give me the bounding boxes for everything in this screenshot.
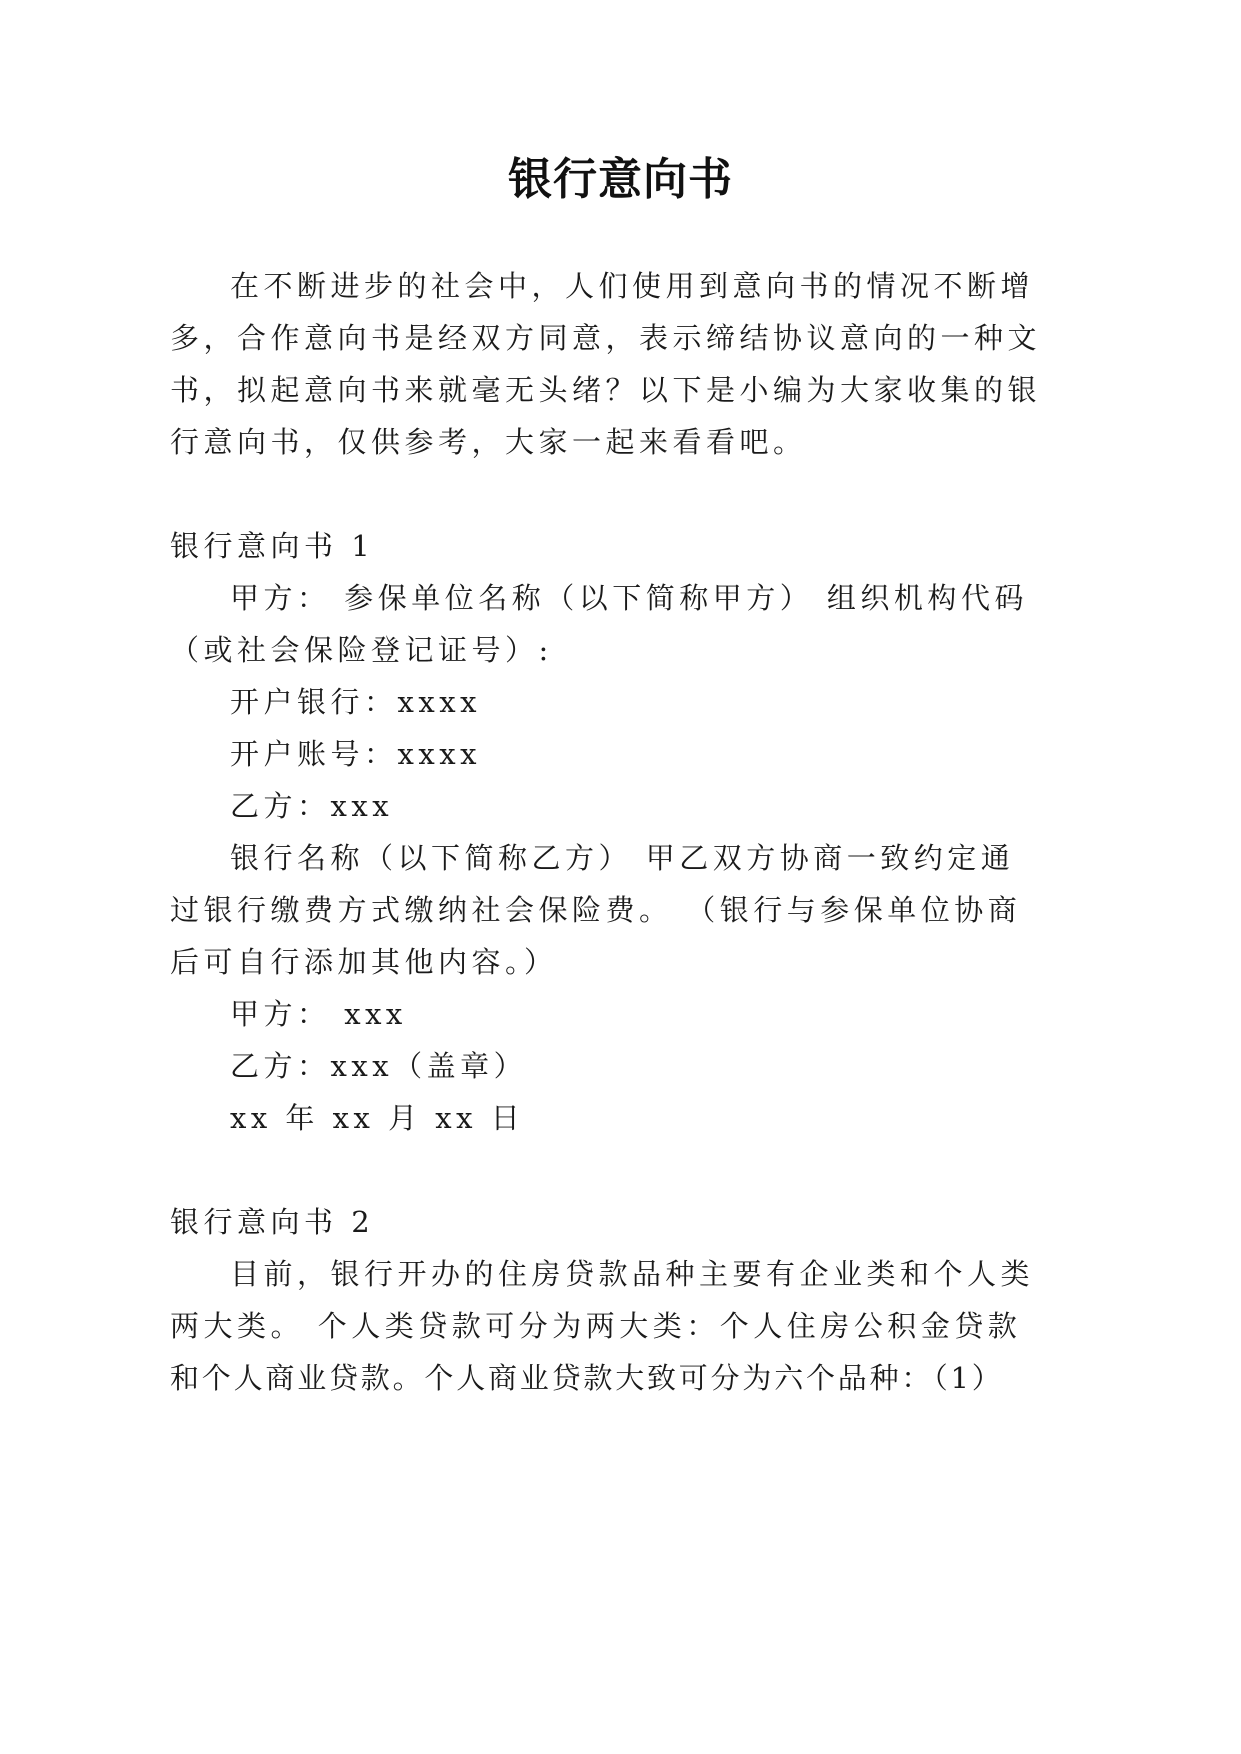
section-2-line: 目前，银行开办的住房贷款品种主要有企业类和个人类	[230, 1257, 1035, 1291]
intro-line-4: 行意向书，仅供参考，大家一起来看看吧。	[170, 425, 807, 459]
document-title: 银行意向书	[508, 154, 733, 205]
section-1-heading: 银行意向书 1	[170, 529, 375, 563]
section-2-line: 和个人商业贷款。个人商业贷款大致可分为六个品种：（1）	[170, 1361, 1004, 1395]
intro-line-1: 在不断进步的社会中，人们使用到意向书的情况不断增	[230, 269, 1035, 303]
section-1-line: 后可自行添加其他内容。）	[170, 945, 558, 979]
section-1-line: 银行名称（以下简称乙方） 甲乙双方协商一致约定通	[230, 841, 1015, 875]
section-2-heading: 银行意向书 2	[170, 1205, 375, 1239]
section-1-line: xx 年 xx 月 xx 日	[230, 1101, 525, 1135]
section-1-line: 开户银行：xxxx	[230, 685, 481, 719]
section-1-line: （或社会保险登记证号）:	[170, 633, 553, 667]
section-1-line: 甲方： xxx	[230, 997, 407, 1031]
section-1-line: 甲方： 参保单位名称（以下简称甲方） 组织机构代码	[230, 581, 1028, 615]
section-1-line: 开户账号：xxxx	[230, 737, 481, 771]
section-1-line: 乙方：xxx（盖章）	[230, 1049, 528, 1083]
section-1-line: 过银行缴费方式缴纳社会保险费。 （银行与参保单位协商	[170, 893, 1022, 927]
intro-line-2: 多，合作意向书是经双方同意，表示缔结协议意向的一种文	[170, 321, 1042, 355]
intro-line-3: 书，拟起意向书来就毫无头绪？以下是小编为大家收集的银	[170, 373, 1042, 407]
section-1-line: 乙方：xxx	[230, 789, 394, 823]
section-2-line: 两大类。 个人类贷款可分为两大类：个人住房公积金贷款	[170, 1309, 1022, 1343]
